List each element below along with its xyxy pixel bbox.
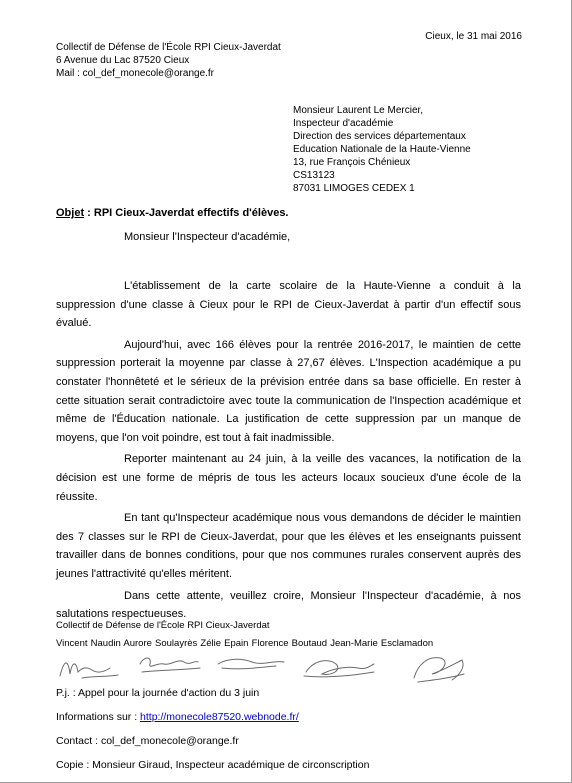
recipient-line: Education Nationale de la Haute-Vienne: [293, 144, 471, 155]
body-paragraph: Aujourd'hui, avec 166 élèves pour la rentrée 2016-2017, le maintien de cette suppression porterait la moyenne par classe à 27,67 élèves. L'Inspection académique a pu constater l'honnêteté et le sérieux de la prévision entrée dans sa base officielle. En rester à cette situation serait contradictoire avec toute la communication de l'Inspection académique et même de l'Éducation nationale. La justification de cette suppression par un manque de moyens, que l'on voit poindre, est tout à fait inadmissible.: [56, 338, 521, 444]
signature-boutaud: [304, 661, 374, 677]
recipient-line: Direction des services départementaux: [293, 131, 466, 142]
body-paragraph: En tant qu'Inspecteur académique nous vous demandons de décider le maintien des 7 classes sur le RPI de Cieux-Javerdat, pour que les élèves et les enseignants puissent travailler dans de bonnes conditions, pour que nos communes rurales conservent auprès des jeunes l'attractivité qu'elles méritent.: [56, 512, 521, 580]
copy-line: Copie : Monsieur Giraud, Inspecteur académique de circonscription: [56, 759, 370, 771]
sender-street: 6 Avenue du Lac 87520 Cieux: [56, 55, 190, 66]
signature-naudin: [60, 663, 118, 678]
recipient-line: Inspecteur d'académie: [293, 118, 394, 129]
website-link[interactable]: http://monecole87520.webnode.fr/: [140, 711, 299, 723]
recipient-line: 87031 LIMOGES CEDEX 1: [293, 183, 415, 194]
signatory-names: Vincent Naudin Aurore Soulayrès Zélie Epain Florence Boutaud Jean-Marie Esclamadon: [56, 638, 434, 649]
handwritten-signatures: [52, 650, 482, 686]
body-paragraph: L'établissement de la carte scolaire de la Haute-Vienne a conduit à la suppression d'une classe à Cieux pour le RPI de Cieux-Javerdat à partir d'un effectif sous évalué.: [56, 280, 521, 330]
subject-label: Objet: [56, 207, 85, 219]
sender-mail: Mail : col_def_monecole@orange.fr: [56, 68, 215, 79]
letter-subject: [56, 207, 289, 219]
contact-line: Contact : col_def_monecole@orange.fr: [56, 735, 239, 747]
recipient-line: CS13123: [293, 170, 335, 181]
letter-body: [56, 277, 521, 627]
information-line: [56, 711, 299, 723]
recipient-line: Monsieur Laurent Le Mercier,: [293, 105, 424, 116]
body-paragraph: Reporter maintenant au 24 juin, à la veille des vacances, la notification de la décision est une forme de mépris de tous les acteurs locaux soucieux d'une école de la réussite.: [56, 453, 521, 503]
signature-soulayres: [140, 658, 200, 672]
signature-epain: [218, 659, 284, 669]
sender-name: Collectif de Défense de l'École RPI Cieux-Javerdat: [56, 42, 281, 53]
signature-organization: Collectif de Défense de l'École RPI Cieux-Javerdat: [56, 620, 270, 631]
recipient-line: 13, rue François Chénieux: [293, 157, 411, 168]
letter-date: Cieux, le 31 mai 2016: [425, 31, 522, 42]
salutation: Monsieur l'Inspecteur d'académie,: [124, 231, 291, 243]
subject-text: : RPI Cieux-Javerdat effectifs d'élèves.: [84, 207, 289, 219]
sender-address: [56, 41, 281, 80]
recipient-address: [293, 104, 471, 195]
body-paragraph: Dans cette attente, veuillez croire, Monsieur l'Inspecteur d'académie, à nos salutations respectueuses.: [56, 589, 521, 621]
signature-esclamadon: [414, 658, 464, 682]
information-label: Informations sur :: [56, 711, 141, 723]
attachment-note: P.j. : Appel pour la journée d'action du 3 juin: [56, 687, 260, 699]
